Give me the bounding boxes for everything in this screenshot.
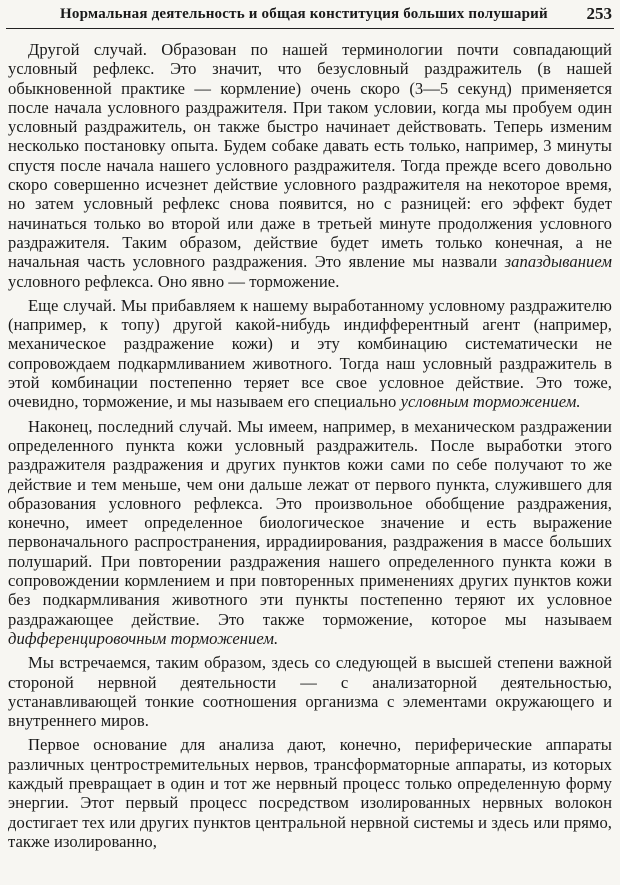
paragraph: [8, 296, 612, 412]
paragraph: [8, 417, 612, 649]
body-text: [8, 40, 612, 879]
paragraph-text: Еще случай. Мы прибавляем к нашему выработанному условному раздражителю (например, к топу) другой какой-нибудь индифферентный агент (например, механическое раздражение кожи) и эту комбинацию систематически не сопровождаем подкармливанием животного. Тогда наш условный раздражитель в этой комбинации постепенно теряет все свое условное действие. Это тоже, очевидно, торможение, и мы называем его специально: [8, 295, 612, 412]
italic-term: запаздыванием: [504, 252, 612, 272]
running-head: Нормальная деятельность и общая конституция больших полушарий: [60, 6, 548, 22]
paragraph-text: Мы встречаемся, таким образом, здесь со следующей в высшей степени важной стороной нервной деятельности — с анализаторной деятельностью, устанавливающей тонкие соотношения организма с элементами окружающего и внутреннего миров.: [8, 653, 612, 731]
paragraph: [8, 653, 612, 730]
paragraph: [8, 40, 612, 291]
italic-term: дифференцировочным торможением.: [8, 628, 279, 648]
paragraph: [8, 735, 612, 851]
paragraph-text: Другой случай. Образован по нашей терминологии почти совпадающий условный рефлекс. Это значит, что безусловный раздражитель (в нашей обыкновенной практике — кормление) очень скоро (3—5 секунд) применяется после начала условного раздражителя. При таком условии, когда мы пробуем один условный раздражитель, он также быстро начинает действовать. Теперь изменим несколько постановку опыта. Будем собаке давать есть только, например, 3 минуты спустя после начала нашего условного раздражителя. Тогда прежде всего довольно скоро совершенно исчезнет действие условного раздражителя на некоторое время, но затем условный рефлекс снова появится, но с разницей: его эффект будет начинаться только во второй или даже в третьей минуте продолжения условного раздражителя. Таким образом, действие будет иметь только конечная, а не начальная часть условного раздражения. Это явление мы назвали: [8, 40, 612, 272]
paragraph-text: условного рефлекса. Оно явно — торможение.: [8, 271, 340, 291]
paragraph-text: Наконец, последний случай. Мы имеем, например, в механическом раздражении определенного пункта кожи условный раздражитель. После выработки этого раздражителя раздражения и других пунктов кожи сами по себе получают то же действие и тем меньше, чем они дальше лежат от первого пункта, служившего для образования условного рефлекса. Это произвольное обобщение раздражения, конечно, имеет определенное биологическое значение и есть выражение первоначального распространения, иррадиирования, раздражения в массе больших полушарий. При повторении раздражения нашего определенного пункта кожи в сопровождении кормлением и при повторенных применениях других пунктов кожи без подкармливания животного эти пункты постепенно теряют их условное раздражающее действие. Это также торможение, которое мы называем: [8, 416, 612, 629]
page-number: 253: [586, 4, 612, 23]
page-header: [0, 0, 620, 30]
italic-term: условным торможением.: [400, 392, 581, 412]
header-rule: [6, 28, 614, 29]
paragraph-text: Первое основание для анализа дают, конечно, периферические аппараты различных центростремительных нервов, трансформаторные аппараты, из которых каждый превращает в один и тот же нервный процесс только определенную форму энергии. Этот первый процесс посредством изолированных нервных волокон достигает тех или других пунктов центральной нервной системы и здесь или прямо, также изолированно,: [8, 735, 612, 851]
